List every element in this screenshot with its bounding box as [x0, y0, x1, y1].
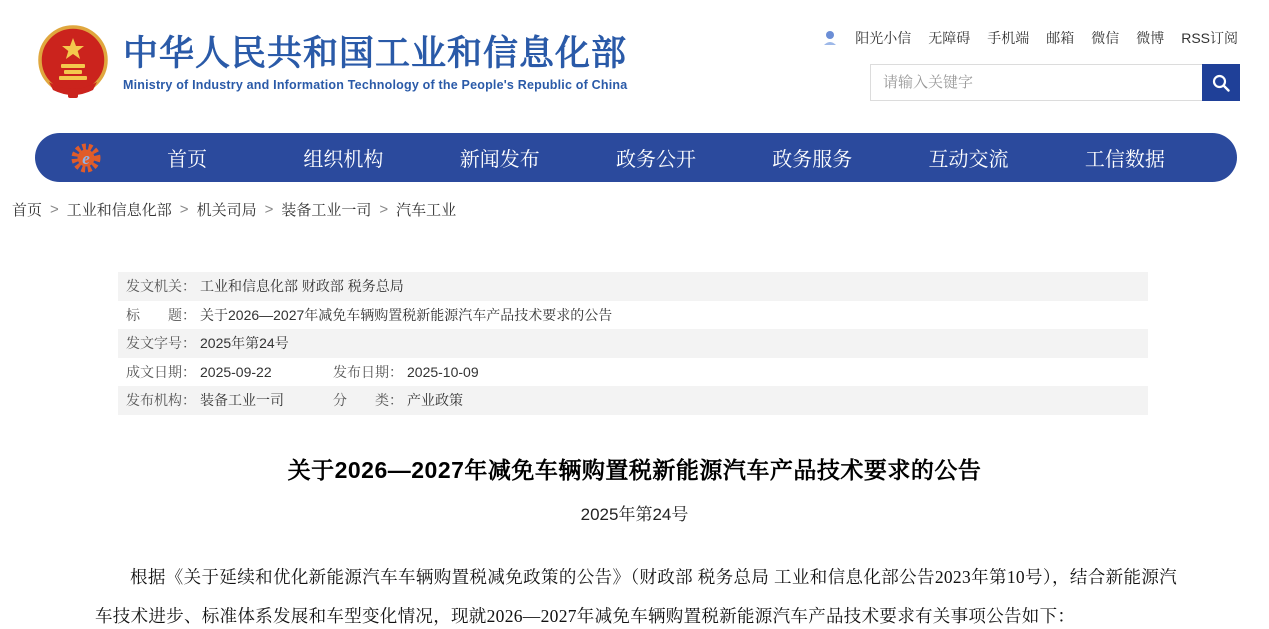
search-bar — [870, 64, 1240, 101]
meta-label: 成文日期： — [126, 363, 196, 380]
document-number: 2025年第24号 — [580, 505, 689, 524]
breadcrumb-separator: > — [264, 201, 274, 218]
miit-gear-logo-icon[interactable] — [69, 141, 103, 175]
search-icon — [1211, 73, 1231, 93]
breadcrumb-separator: > — [379, 201, 389, 218]
top-link-mail[interactable]: 邮箱 — [1046, 30, 1075, 46]
top-link-mobile[interactable]: 手机端 — [987, 30, 1030, 46]
search-input[interactable] — [870, 64, 1202, 101]
top-link-wechat[interactable]: 微信 — [1091, 30, 1120, 46]
document-body-paragraph: 根据《关于延续和优化新能源汽车车辆购置税减免政策的公告》（财政部 税务总局 工业和信息化部公告2023年第10号），结合新能源汽车技术进步、标准体系发展和车型变化情况，现就2026—2027年减免车辆购置税新能源汽车产品技术要求有关事项公告如下： — [95, 567, 1177, 626]
main-nav — [35, 133, 1237, 182]
document-meta-table — [118, 272, 1148, 415]
national-emblem-icon — [35, 24, 111, 102]
meta-value: 装备工业一司 — [200, 392, 284, 408]
nav-item-gov-services[interactable]: 政务服务 — [772, 149, 853, 171]
meta-row-dates — [118, 358, 1148, 387]
meta-label: 发文字号： — [126, 335, 196, 351]
top-link-sunshine[interactable]: 阳光小信 — [855, 30, 912, 46]
breadcrumb-departments[interactable]: 机关司局 — [196, 202, 257, 219]
breadcrumb-auto-industry[interactable]: 汽车工业 — [396, 202, 457, 219]
nav-item-interaction[interactable]: 互动交流 — [928, 149, 1009, 171]
meta-row-doc-number — [118, 329, 1148, 358]
meta-row-title — [118, 301, 1148, 330]
nav-item-miit-data[interactable]: 工信数据 — [1084, 149, 1165, 171]
meta-value: 2025-09-22 — [200, 363, 272, 380]
meta-row-publisher-category — [118, 386, 1148, 415]
breadcrumb-separator: > — [50, 201, 59, 218]
top-link-accessibility[interactable]: 无障碍 — [928, 30, 971, 46]
meta-value: 关于2026—2027年减免车辆购置税新能源汽车产品技术要求的公告 — [200, 306, 613, 323]
site-title: 中华人民共和国工业和信息化部 — [123, 34, 628, 73]
meta-label: 标 题： — [126, 306, 196, 323]
meta-label: 发文机关： — [126, 278, 196, 294]
brand-text — [123, 34, 627, 92]
assistant-icon — [822, 30, 838, 46]
meta-value: 2025年第24号 — [200, 335, 289, 351]
meta-label: 分 类： — [333, 392, 403, 408]
nav-item-home[interactable]: 首页 — [167, 149, 208, 171]
meta-label: 发布日期： — [333, 363, 403, 380]
top-links — [822, 28, 1238, 48]
meta-value: 工业和信息化部 财政部 税务总局 — [200, 278, 404, 294]
svg-text:e: e — [82, 148, 90, 168]
top-link-rss[interactable]: RSS订阅 — [1181, 30, 1238, 46]
nav-item-gov-disclosure[interactable]: 政务公开 — [615, 149, 696, 171]
meta-row-issuing-agency — [118, 272, 1148, 301]
breadcrumb-equipment-dept[interactable]: 装备工业一司 — [281, 202, 372, 219]
meta-value: 产业政策 — [407, 392, 463, 408]
site-logo-link[interactable] — [35, 24, 627, 102]
nav-item-organization[interactable]: 组织机构 — [303, 149, 384, 171]
meta-value: 2025-10-09 — [407, 363, 479, 380]
document-title: 关于2026—2027年减免车辆购置税新能源汽车产品技术要求的公告 — [287, 457, 982, 483]
breadcrumb-separator: > — [179, 201, 189, 218]
breadcrumb — [12, 199, 456, 220]
site-subtitle: Ministry of Industry and Information Technology of the People's Republic of China — [123, 78, 628, 92]
meta-label: 发布机构： — [126, 392, 196, 408]
top-link-weibo[interactable]: 微博 — [1136, 30, 1165, 46]
nav-item-news[interactable]: 新闻发布 — [459, 149, 540, 171]
breadcrumb-home[interactable]: 首页 — [12, 202, 43, 219]
search-button[interactable] — [1202, 64, 1240, 101]
breadcrumb-miit[interactable]: 工业和信息化部 — [66, 202, 172, 219]
